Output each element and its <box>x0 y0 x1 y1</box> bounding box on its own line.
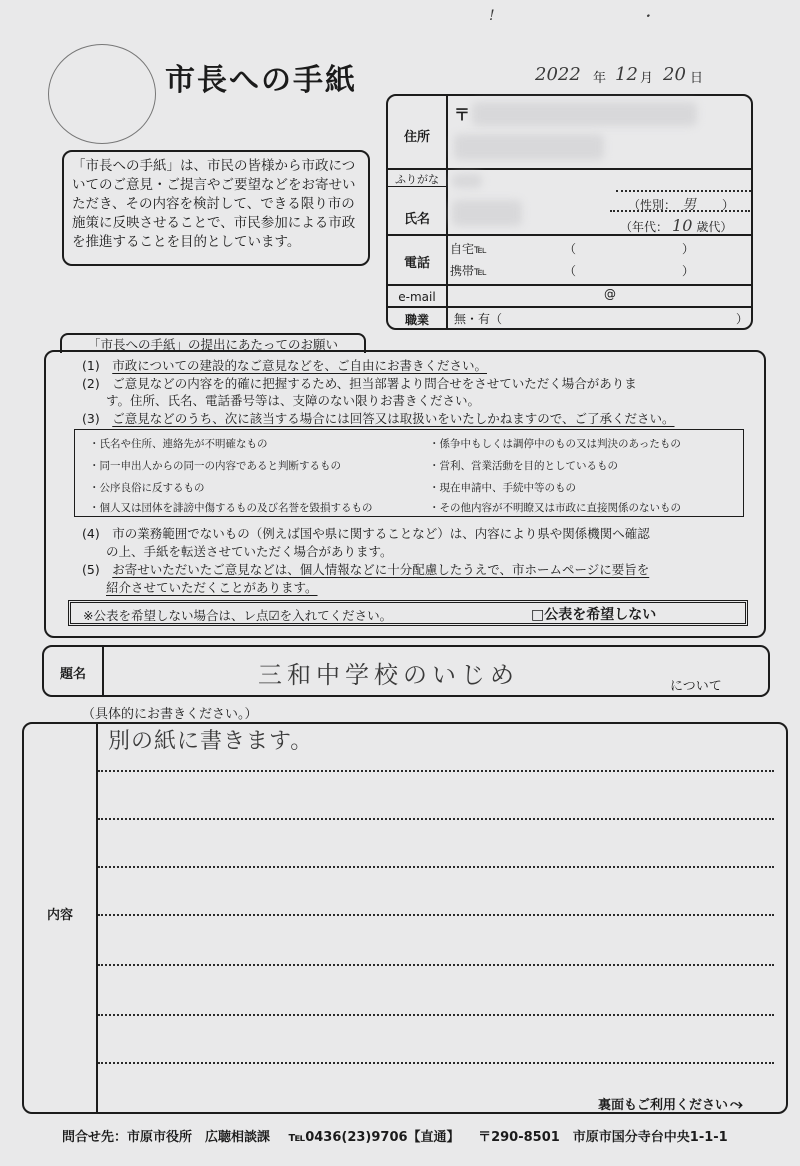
date-month: 12 <box>615 64 638 85</box>
applicant-table <box>386 94 753 330</box>
notice-item-5-cont: 紹介させていただくことがあります。 <box>106 580 318 595</box>
age-value: 10 <box>672 216 693 235</box>
gender-close: ） <box>722 198 735 212</box>
paren-close: ） <box>682 264 695 278</box>
notice-item-3: (3) ご意見などのうち、次に該当する場合には回答又は取扱いをいたしかねますので、ご了承ください。 <box>82 411 675 426</box>
page-title: 市長への手紙 <box>165 63 357 98</box>
age-field[interactable] <box>620 216 732 235</box>
exclusion-item: ・係争中もしくは調停中のもの又は判決のあったもの <box>429 438 681 450</box>
job-label: 職業 <box>404 313 429 327</box>
footer-contact: 問合せ先：市原市役所 広聴相談課 <box>62 1130 271 1145</box>
stray-mark: ! <box>489 8 495 24</box>
content-field[interactable] <box>98 724 786 1112</box>
content-instruction: （具体的にお書きください。） <box>82 707 258 722</box>
exclusions-box <box>74 429 744 517</box>
stamp-circle <box>48 44 156 144</box>
phone-label: 電話 <box>403 256 430 271</box>
name-label: 氏名 <box>403 212 430 227</box>
footer-address: 〒290-8501 市原市国分寺台中央1-1-1 <box>478 1130 728 1145</box>
back-note: 裏面もご利用ください ⤳ <box>598 1094 743 1113</box>
paren-open: （ <box>564 264 577 278</box>
email-at: @ <box>604 287 616 301</box>
subject-label: 題名 <box>59 667 86 682</box>
exclusion-item: ・現在申請中、手続中等のもの <box>429 482 576 494</box>
date-month-unit: 月 <box>640 71 654 86</box>
notice-item-2-cont: す。住所、氏名、電話番号等は、支障のない限りお書きください。 <box>106 393 481 408</box>
intro-text: 「市長への手紙」は、市民の皆様から市政についてのご意見・ご提言やご要望などをお寄せいただき、その内容を検討して、できる限り市の施策に反映させることで、市民参加による市政を推進することを目的としています。 <box>72 158 356 250</box>
gender-label: （性別： <box>628 198 677 212</box>
stray-mark: ・ <box>640 9 654 25</box>
mobile-phone-field[interactable] <box>450 262 710 279</box>
age-label: （年代： <box>620 220 669 234</box>
name-field[interactable] <box>448 170 608 232</box>
exclusion-item: ・営利、営業活動を目的としているもの <box>429 460 618 472</box>
notice-item-2: (2) ご意見などの内容を的確に把握するため、担当部署より問合せをさせていただく場合がありま <box>82 376 637 391</box>
paren-close: ） <box>682 242 695 256</box>
date-day: 20 <box>663 64 686 85</box>
home-phone-field[interactable] <box>450 240 710 257</box>
postal-mark: 〒 <box>454 105 471 124</box>
notice-item-1: (1) 市政についての建設的なご意見などを、ご自由にお書きください。 <box>82 358 487 373</box>
home-phone-label: 自宅℡ <box>450 242 487 256</box>
exclusion-item: ・その他内容が不明瞭又は市政に直接関係のないもの <box>429 502 681 514</box>
exclusion-item: ・氏名や住所、連絡先が不明確なもの <box>89 438 268 450</box>
job-close: ） <box>736 312 749 326</box>
content-label: 内容 <box>46 908 73 923</box>
notice-heading: 「市長への手紙」の提出にあたってのお願い <box>60 333 366 353</box>
furigana-label: ふりがな <box>395 173 439 186</box>
subject-value: 三和中学校のいじめ <box>258 661 519 689</box>
intro-box <box>62 150 370 266</box>
address-field[interactable] <box>448 96 748 166</box>
notice-item-5: (5) お寄せいただいたご意見などは、個人情報などに十分配慮したうえで、市ホームページに要旨を <box>82 562 650 577</box>
email-label: e-mail <box>398 290 436 304</box>
paren-open: （ <box>564 242 577 256</box>
notice-item-4-cont: の上、手紙を転送させていただく場合があります。 <box>106 544 393 559</box>
job-options: 無・有（ <box>454 312 503 326</box>
email-field[interactable] <box>448 286 748 306</box>
age-unit: 歳代） <box>696 220 733 234</box>
footer-phone: ℡0436(23)9706【直通】 <box>288 1130 460 1145</box>
address-label: 住所 <box>403 130 430 145</box>
subject-suffix: について <box>670 679 722 694</box>
subject-box <box>42 645 770 697</box>
mobile-phone-label: 携帯℡ <box>450 264 487 278</box>
subject-field[interactable] <box>106 647 706 695</box>
gender-value: 男 <box>682 197 697 213</box>
date-day-unit: 日 <box>690 71 704 86</box>
content-box <box>22 722 788 1114</box>
footer <box>62 1126 782 1145</box>
notice-box <box>44 350 766 638</box>
publish-box <box>68 600 748 626</box>
date-field[interactable] <box>535 64 750 88</box>
content-first-line: 別の紙に書きます。 <box>108 729 314 754</box>
date-year: 2022 <box>535 64 581 85</box>
publish-checkbox[interactable]: □公表を希望しない <box>531 607 657 623</box>
date-year-unit: 年 <box>593 71 607 86</box>
job-field[interactable] <box>454 310 749 327</box>
exclusion-item: ・個人又は団体を誹謗中傷するもの及び名誉を毀損するもの <box>89 502 373 514</box>
exclusion-item: ・公序良俗に反するもの <box>89 482 205 494</box>
notice-item-4: (4) 市の業務範囲でないもの（例えば国や県に関することなど）は、内容により県や関係機関へ確認 <box>82 526 650 541</box>
gender-field[interactable] <box>628 194 734 214</box>
exclusion-item: ・同一申出人からの同一の内容であると判断するもの <box>89 460 341 472</box>
turn-arrow-icon: ⤳ <box>730 1094 743 1113</box>
publish-note: ※公表を希望しない場合は、レ点☑を入れてください。 <box>83 608 393 623</box>
